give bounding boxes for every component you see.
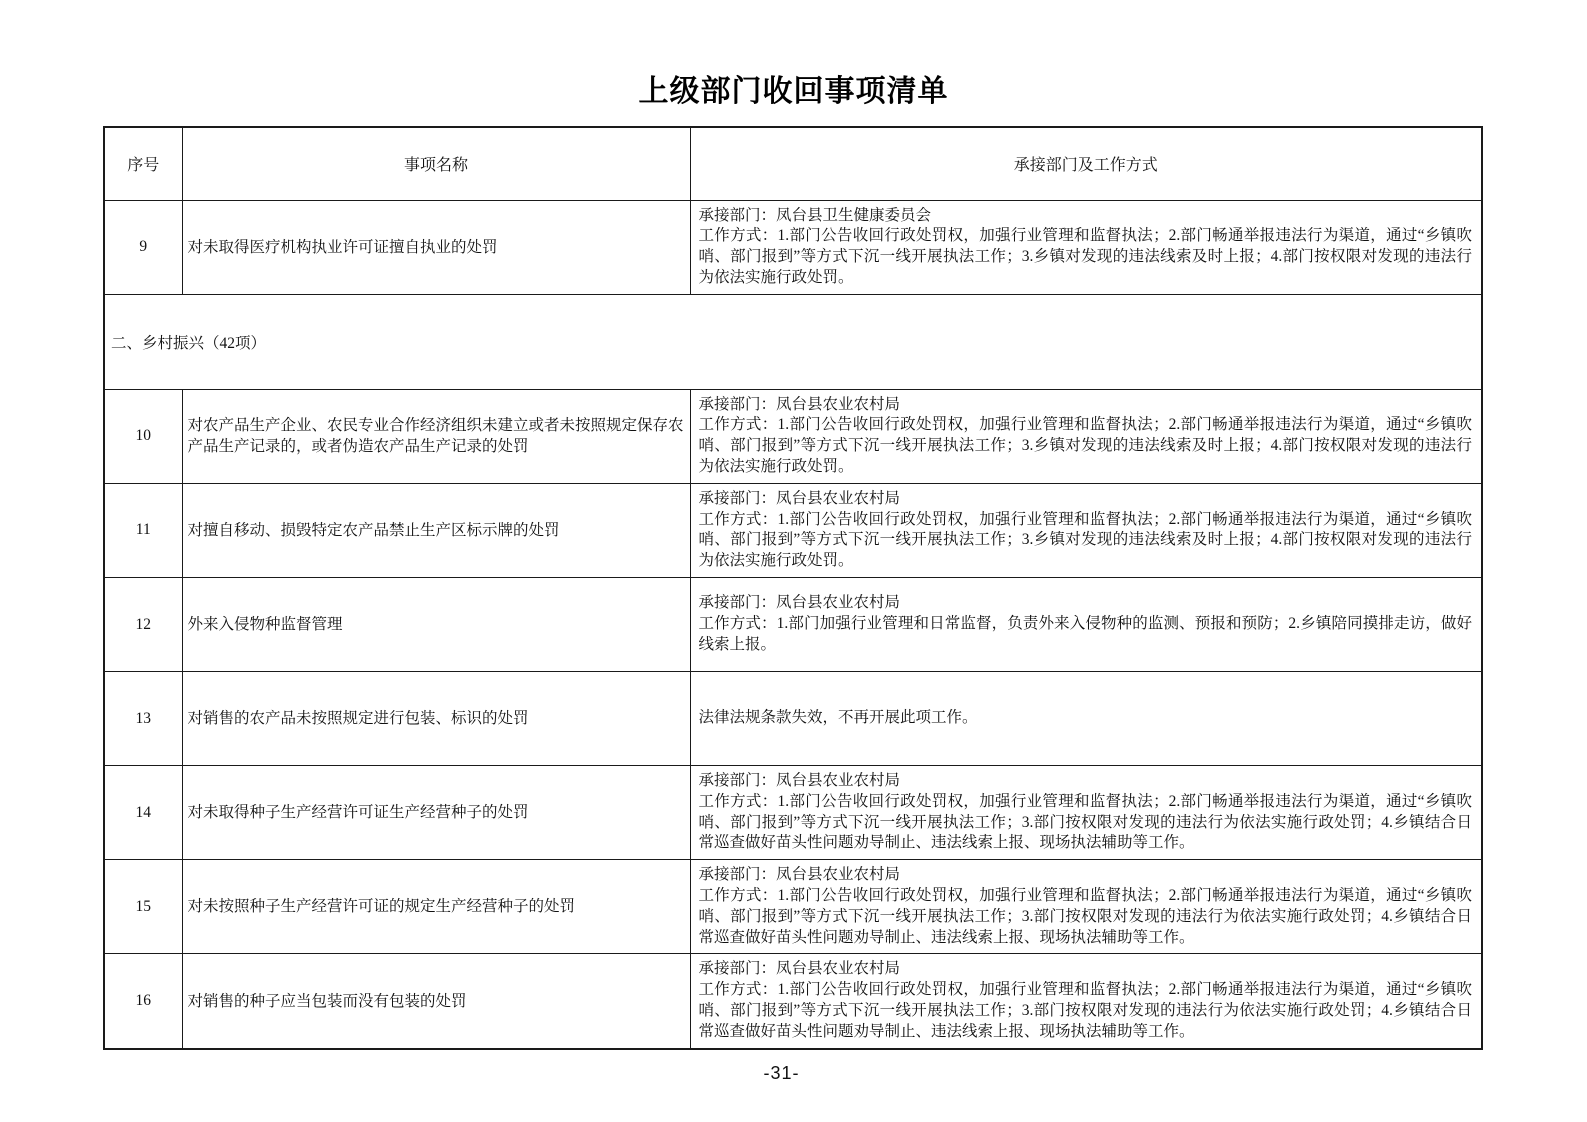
header-row (104, 127, 1482, 200)
table-header (104, 127, 1482, 200)
table-row (104, 672, 1482, 766)
table-row (104, 766, 1482, 860)
row-index: 12 (104, 578, 182, 672)
row-index: 15 (104, 860, 182, 954)
method-line: 工作方式：1.部门公告收回行政处罚权，加强行业管理和监督执法；2.部门畅通举报违法行为渠道，通过“乡镇吹哨、部门报到”等方式下沉一线开展执法工作；3.部门按权限对发现的违法行为依法实施行政处罚；4.乡镇结合日常巡查做好苗头性问题劝导制止、违法线索上报、现场执法辅助等工作。 (698, 981, 1472, 1040)
row-method (690, 766, 1482, 860)
row-index: 16 (104, 954, 182, 1049)
row-method (690, 483, 1482, 577)
row-index: 10 (104, 389, 182, 483)
row-method (690, 200, 1482, 294)
section-label: 二、乡村振兴（42项） (104, 294, 1482, 389)
row-item-name: 对未取得医疗机构执业许可证擅自执业的处罚 (182, 200, 690, 294)
method-line: 承接部门：凤台县农业农村局 (698, 395, 901, 413)
method-line: 承接部门：凤台县农业农村局 (698, 772, 901, 790)
header-item-name: 事项名称 (182, 127, 690, 200)
method-line: 工作方式：1.部门加强行业管理和日常监督，负责外来入侵物种的监测、预报和预防；2.乡镇陪同摸排走访，做好线索上报。 (698, 615, 1472, 653)
table-body (104, 200, 1482, 1049)
row-method (690, 860, 1482, 954)
table-row (104, 578, 1482, 672)
method-line: 工作方式：1.部门公告收回行政处罚权，加强行业管理和监督执法；2.部门畅通举报违法行为渠道，通过“乡镇吹哨、部门报到”等方式下沉一线开展执法工作；3.乡镇对发现的违法线索及时上报；4.部门按权限对发现的违法行为依法实施行政处罚。 (698, 510, 1472, 570)
header-method: 承接部门及工作方式 (690, 127, 1482, 200)
method-line: 承接部门：凤台县农业农村局 (698, 594, 901, 612)
header-index: 序号 (104, 127, 182, 200)
method-line: 承接部门：凤台县农业农村局 (698, 960, 901, 978)
table-row (104, 860, 1482, 954)
page-number: -31- (763, 1063, 800, 1083)
row-item-name: 对未取得种子生产经营许可证生产经营种子的处罚 (182, 766, 690, 860)
row-index: 13 (104, 672, 182, 766)
items-table (103, 126, 1483, 1050)
row-item-name: 对农产品生产企业、农民专业合作经济组织未建立或者未按照规定保存农产品生产记录的，或者伪造农产品生产记录的处罚 (182, 389, 690, 483)
method-line: 承接部门：凤台县卫生健康委员会 (698, 206, 932, 224)
row-method (690, 578, 1482, 672)
table-row (104, 483, 1482, 577)
page-title: 上级部门收回事项清单 (638, 75, 949, 108)
row-method (690, 672, 1482, 766)
section-row (104, 294, 1482, 389)
row-index: 14 (104, 766, 182, 860)
row-item-name: 对销售的种子应当包装而没有包装的处罚 (182, 954, 690, 1049)
method-line: 法律法规条款失效，不再开展此项工作。 (698, 709, 978, 727)
row-item-name: 外来入侵物种监督管理 (182, 578, 690, 672)
method-line: 承接部门：凤台县农业农村局 (698, 489, 901, 507)
method-line: 承接部门：凤台县农业农村局 (698, 866, 901, 884)
method-line: 工作方式：1.部门公告收回行政处罚权，加强行业管理和监督执法；2.部门畅通举报违法行为渠道，通过“乡镇吹哨、部门报到”等方式下沉一线开展执法工作；3.部门按权限对发现的违法行为依法实施行政处罚；4.乡镇结合日常巡查做好苗头性问题劝导制止、违法线索上报、现场执法辅助等工作。 (698, 792, 1472, 852)
row-item-name: 对未按照种子生产经营许可证的规定生产经营种子的处罚 (182, 860, 690, 954)
table-row (104, 954, 1482, 1049)
row-index: 11 (104, 483, 182, 577)
table-row (104, 200, 1482, 294)
method-line: 工作方式：1.部门公告收回行政处罚权，加强行业管理和监督执法；2.部门畅通举报违法行为渠道，通过“乡镇吹哨、部门报到”等方式下沉一线开展执法工作；3.乡镇对发现的违法线索及时上报；4.部门按权限对发现的违法行为依法实施行政处罚。 (698, 416, 1472, 476)
method-line: 工作方式：1.部门公告收回行政处罚权，加强行业管理和监督执法；2.部门畅通举报违法行为渠道，通过“乡镇吹哨、部门报到”等方式下沉一线开展执法工作；3.部门按权限对发现的违法行为依法实施行政处罚；4.乡镇结合日常巡查做好苗头性问题劝导制止、违法线索上报、现场执法辅助等工作。 (698, 887, 1472, 946)
row-item-name: 对销售的农产品未按照规定进行包装、标识的处罚 (182, 672, 690, 766)
row-index: 9 (104, 200, 182, 294)
row-method (690, 389, 1482, 483)
row-item-name: 对擅自移动、损毁特定农产品禁止生产区标示牌的处罚 (182, 483, 690, 577)
method-line: 工作方式：1.部门公告收回行政处罚权，加强行业管理和监督执法；2.部门畅通举报违法行为渠道，通过“乡镇吹哨、部门报到”等方式下沉一线开展执法工作；3.乡镇对发现的违法线索及时上报；4.部门按权限对发现的违法行为依法实施行政处罚。 (698, 227, 1472, 286)
table-row (104, 389, 1482, 483)
row-method (690, 954, 1482, 1049)
